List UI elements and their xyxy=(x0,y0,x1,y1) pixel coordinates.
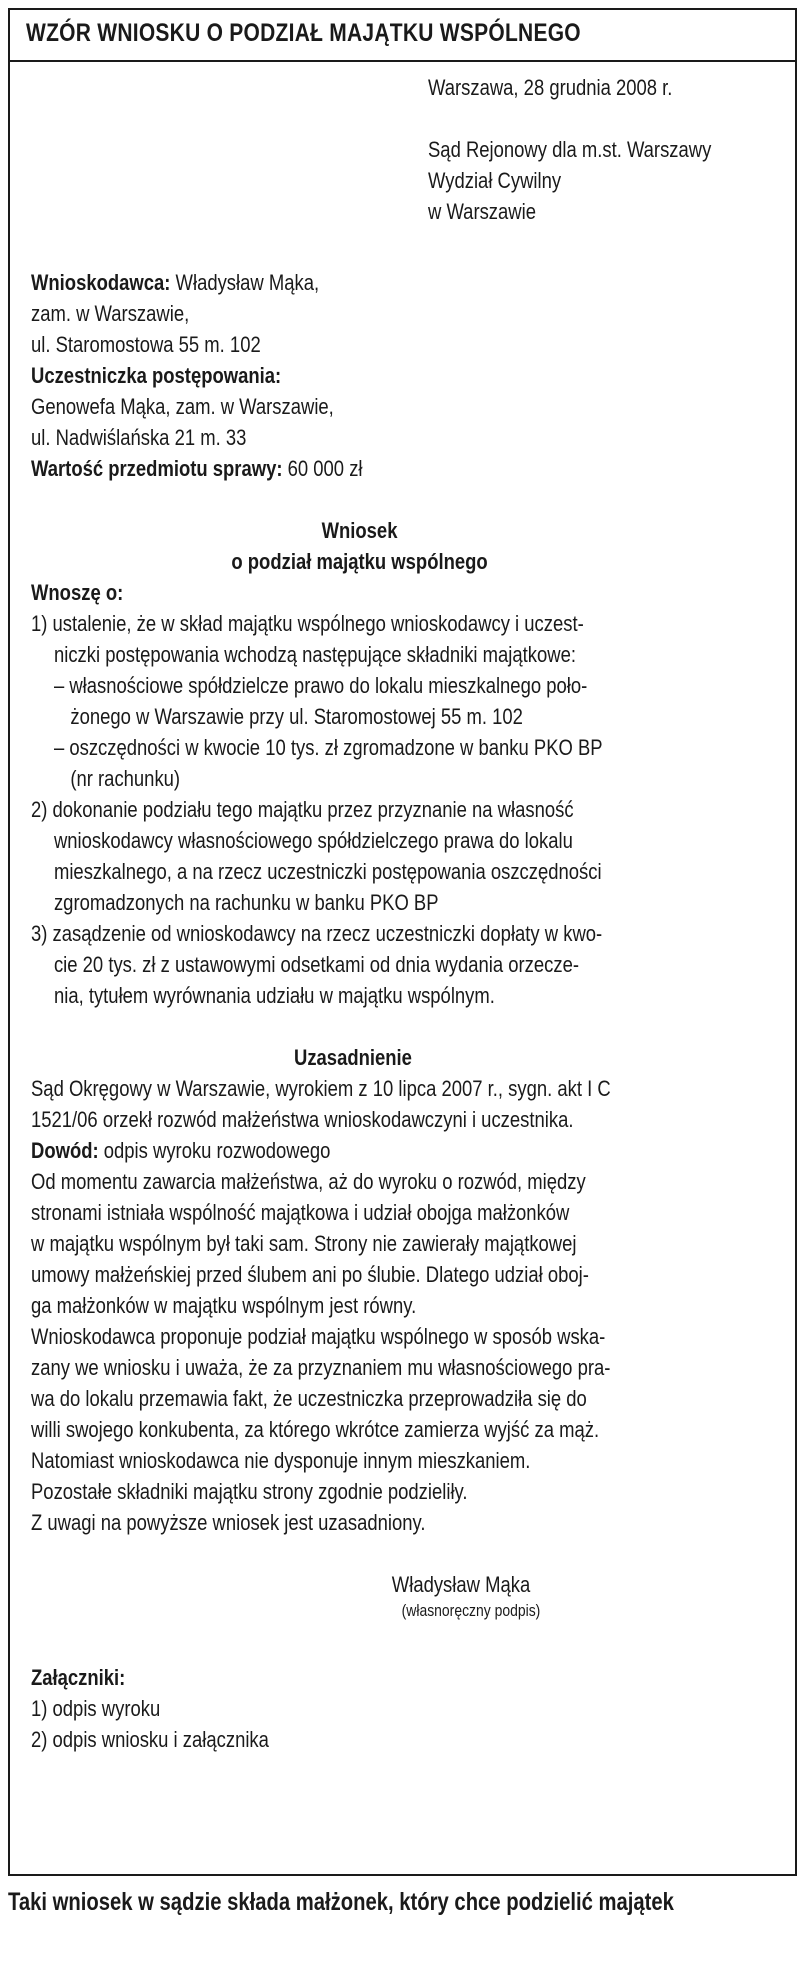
participant-address-2: ul. Nadwiślańska 21 m. 33 xyxy=(31,425,247,450)
caption xyxy=(8,1888,797,1917)
participant-address-1: Genowefa Mąka, zam. w Warszawie, xyxy=(31,394,334,419)
applicant-address-1: zam. w Warszawie, xyxy=(31,301,190,326)
value-label: Wartość przedmiotu sprawy: xyxy=(31,456,283,481)
item-3-line-3: nia, tytułem wyrównania udziału w majątku wspólnym. xyxy=(53,983,495,1008)
just-2-line-1: Od momentu zawarcia małżeństwa, aż do wyroku o rozwód, między xyxy=(31,1169,586,1194)
document-title-text: WZÓR WNIOSKU O PODZIAŁ MAJĄTKU WSPÓLNEGO xyxy=(26,19,581,47)
just-2-line-5: ga małżonków w majątku wspólnym jest równy. xyxy=(31,1293,417,1318)
caption-text: Taki wniosek w sądzie składa małżonek, który chce podzielić majątek xyxy=(8,1888,674,1916)
attachment-1: 1) odpis wyroku xyxy=(31,1696,161,1721)
attachments-label: Załączniki: xyxy=(31,1665,126,1690)
dash-1-line-1: – własnościowe spółdzielcze prawo do lokalu mieszkalnego poło- xyxy=(53,673,588,698)
just-3-line-5: Natomiast wnioskodawca nie dysponuje innym mieszkaniem. xyxy=(31,1448,531,1473)
attachment-2: 2) odpis wniosku i załącznika xyxy=(31,1727,269,1752)
dash-1-line-2: żonego w Warszawie przy ul. Staromostowej 55 m. 102 xyxy=(70,704,523,729)
applicant-address-2: ul. Staromostowa 55 m. 102 xyxy=(31,332,261,357)
value-line xyxy=(31,453,805,484)
just-3-line-3: wa do lokalu przemawia fakt, że uczestniczka przeprowadziła się do xyxy=(31,1386,587,1411)
participant-label: Uczestniczka postępowania: xyxy=(31,363,282,388)
applicant-line xyxy=(31,267,805,298)
proof-label: Dowód: xyxy=(31,1138,99,1163)
proof-line xyxy=(31,1135,805,1166)
just-1-line-1: Sąd Okręgowy w Warszawie, wyrokiem z 10 lipca 2007 r., sygn. akt I C xyxy=(31,1076,611,1101)
item-2-line-3: mieszkalnego, a na rzecz uczestniczki postępowania oszczędności xyxy=(53,859,602,884)
just-2-line-2: stronami istniała wspólność majątkowa i udział obojga małżonków xyxy=(31,1200,570,1225)
document-frame xyxy=(8,8,797,1876)
dash-2-line-1: – oszczędności w kwocie 10 tys. zł zgromadzone w banku PKO BP xyxy=(53,735,603,760)
header-block xyxy=(428,72,711,227)
just-3-line-2: zany we wniosku i uważa, że za przyznaniem mu własnościowego pra- xyxy=(31,1355,611,1380)
item-2-line-2: wnioskodawcy własnościowego spółdzielczego prawa do lokalu xyxy=(53,828,573,853)
signature-name: Władysław Mąka xyxy=(391,1572,531,1597)
main-text xyxy=(31,267,805,1755)
dash-2-line-2: (nr rachunku) xyxy=(70,766,181,791)
court-line-1: Sąd Rejonowy dla m.st. Warszawy xyxy=(428,137,712,162)
request-label: Wnoszę o: xyxy=(31,580,124,605)
proof-text: odpis wyroku rozwodowego xyxy=(98,1138,331,1163)
just-3-line-7: Z uwagi na powyższe wniosek jest uzasadniony. xyxy=(31,1510,426,1535)
item-3-line-1: 3) zasądzenie od wnioskodawcy na rzecz uczestniczki dopłaty w kwo- xyxy=(31,921,603,946)
item-3-line-2: cie 20 tys. zł z ustawowymi odsetkami od dnia wydania orzecze- xyxy=(53,952,579,977)
just-3-line-4: willi swojego konkubenta, za którego wkrótce zamierza wyjść za mąż. xyxy=(31,1417,600,1442)
just-3-line-6: Pozostałe składniki majątku strony zgodnie podzieliły. xyxy=(31,1479,468,1504)
applicant-label: Wnioskodawca: xyxy=(31,270,171,295)
place-date: Warszawa, 28 grudnia 2008 r. xyxy=(428,75,673,100)
court-line-3: w Warszawie xyxy=(428,199,536,224)
signature-note: (własnoręczny podpis) xyxy=(401,1601,541,1620)
document-title xyxy=(10,10,795,62)
just-1-line-2: 1521/06 orzekł rozwód małżeństwa wnioskodawczyni i uczestnika. xyxy=(31,1107,574,1132)
heading-wniosek: Wniosek xyxy=(321,518,398,543)
item-1-line-1: 1) ustalenie, że w skład majątku wspólnego wnioskodawcy i uczest- xyxy=(31,611,584,636)
item-2-line-4: zgromadzonych na rachunku w banku PKO BP xyxy=(53,890,439,915)
just-3-line-1: Wnioskodawca proponuje podział majątku wspólnego w sposób wska- xyxy=(31,1324,606,1349)
value-amount: 60 000 zł xyxy=(282,456,363,481)
applicant-name: Władysław Mąka, xyxy=(170,270,320,295)
justification-heading: Uzasadnienie xyxy=(294,1045,412,1070)
item-1-line-2: niczki postępowania wchodzą następujące składniki majątkowe: xyxy=(53,642,576,667)
court-line-2: Wydział Cywilny xyxy=(428,168,562,193)
just-2-line-4: umowy małżeńskiej przed ślubem ani po ślubie. Dlatego udział oboj- xyxy=(31,1262,589,1287)
just-2-line-3: w majątku wspólnym był taki sam. Strony nie zawierały majątkowej xyxy=(31,1231,577,1256)
heading-podzial: o podział majątku wspólnego xyxy=(231,549,488,574)
item-2-line-1: 2) dokonanie podziału tego majątku przez przyznanie na własność xyxy=(31,797,574,822)
